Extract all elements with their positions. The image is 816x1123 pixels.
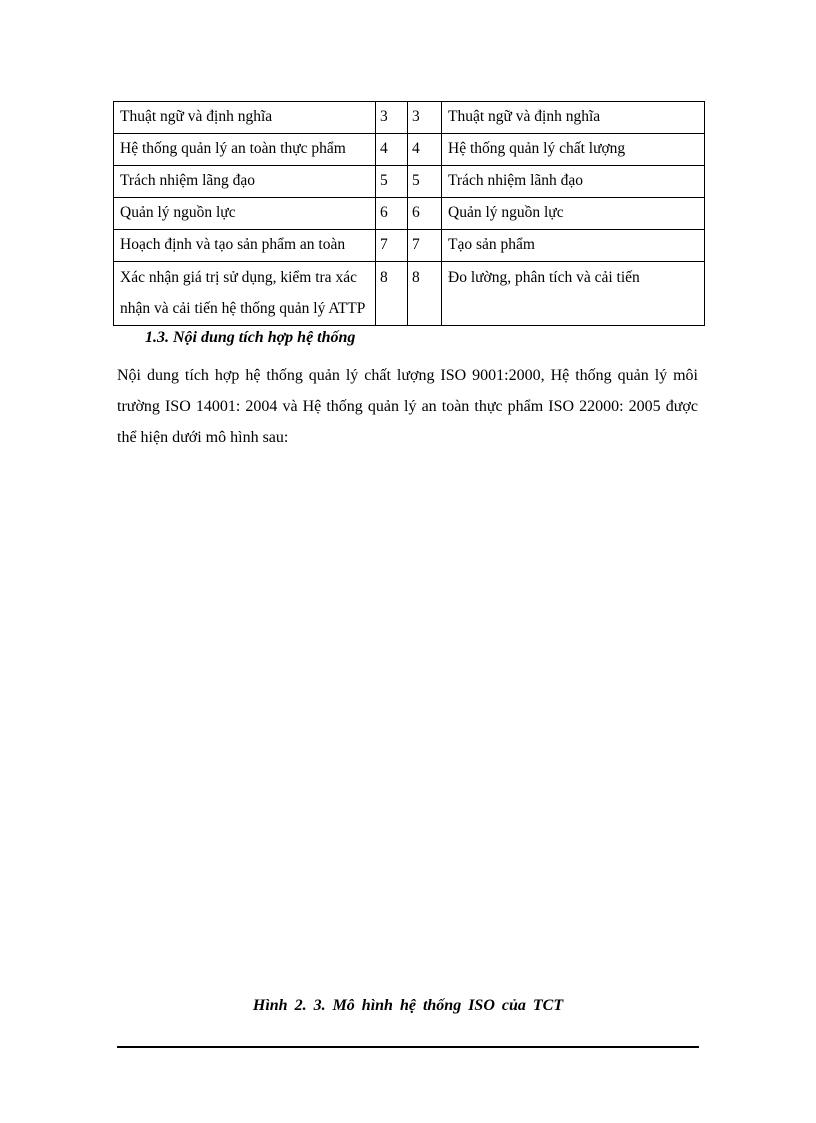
- table-cell-clause-number: 8: [376, 262, 408, 326]
- table-cell-clause-number: 4: [376, 134, 408, 166]
- table-cell-clause-number: 5: [408, 166, 442, 198]
- section-heading: 1.3. Nội dung tích hợp hệ thống: [145, 329, 356, 346]
- table-cell-quality-clause: Quản lý nguồn lực: [442, 198, 705, 230]
- table-cell-clause-number: 4: [408, 134, 442, 166]
- table-row: [114, 262, 705, 326]
- figure-caption: Hình 2. 3. Mô hình hệ thống ISO của TCT: [252, 997, 564, 1014]
- footer-divider: [117, 1046, 699, 1048]
- table-cell-food-safety-clause: Trách nhiệm lãng đạo: [114, 166, 376, 198]
- table-cell-clause-number: 8: [408, 262, 442, 326]
- table-cell-quality-clause: Đo lường, phân tích và cải tiến: [442, 262, 705, 326]
- table-cell-food-safety-clause: [114, 262, 376, 326]
- body-paragraph: Nội dung tích hợp hệ thống quản lý chất lượng ISO 9001:2000, Hệ thống quản lý môi trường ISO 14001: 2004 và Hệ thống quản lý an toàn thực phẩm ISO 22000: 2005 được thể hiện dưới mô hình sau:: [117, 367, 698, 446]
- table-row: [114, 102, 705, 134]
- table-cell-clause-number: 6: [408, 198, 442, 230]
- table-cell-quality-clause: Thuật ngữ và định nghĩa: [442, 102, 705, 134]
- table-cell-quality-clause: Trách nhiệm lãnh đạo: [442, 166, 705, 198]
- table-cell-food-safety-clause: Hệ thống quản lý an toàn thực phẩm: [114, 134, 376, 166]
- table-cell-food-safety-clause: Quản lý nguồn lực: [114, 198, 376, 230]
- table-row: [114, 134, 705, 166]
- table-row: [114, 198, 705, 230]
- table-cell-clause-number: 6: [376, 198, 408, 230]
- table-cell-clause-number: 7: [376, 230, 408, 262]
- table-cell-food-safety-clause: Thuật ngữ và định nghĩa: [114, 102, 376, 134]
- table-cell-quality-clause: Tạo sản phẩm: [442, 230, 705, 262]
- cell-line: nhận và cải tiến hệ thống quản lý ATTP: [120, 300, 366, 317]
- table-cell-clause-number: 5: [376, 166, 408, 198]
- table-cell-clause-number: 3: [408, 102, 442, 134]
- comparison-table: [113, 101, 705, 326]
- table-cell-food-safety-clause: Hoạch định và tạo sản phẩm an toàn: [114, 230, 376, 262]
- table-row: [114, 230, 705, 262]
- cell-line: Xác nhận giá trị sử dụng, kiểm tra xác: [120, 269, 357, 286]
- table-cell-clause-number: 7: [408, 230, 442, 262]
- table-cell-clause-number: 3: [376, 102, 408, 134]
- table-row: [114, 166, 705, 198]
- table-cell-quality-clause: Hệ thống quản lý chất lượng: [442, 134, 705, 166]
